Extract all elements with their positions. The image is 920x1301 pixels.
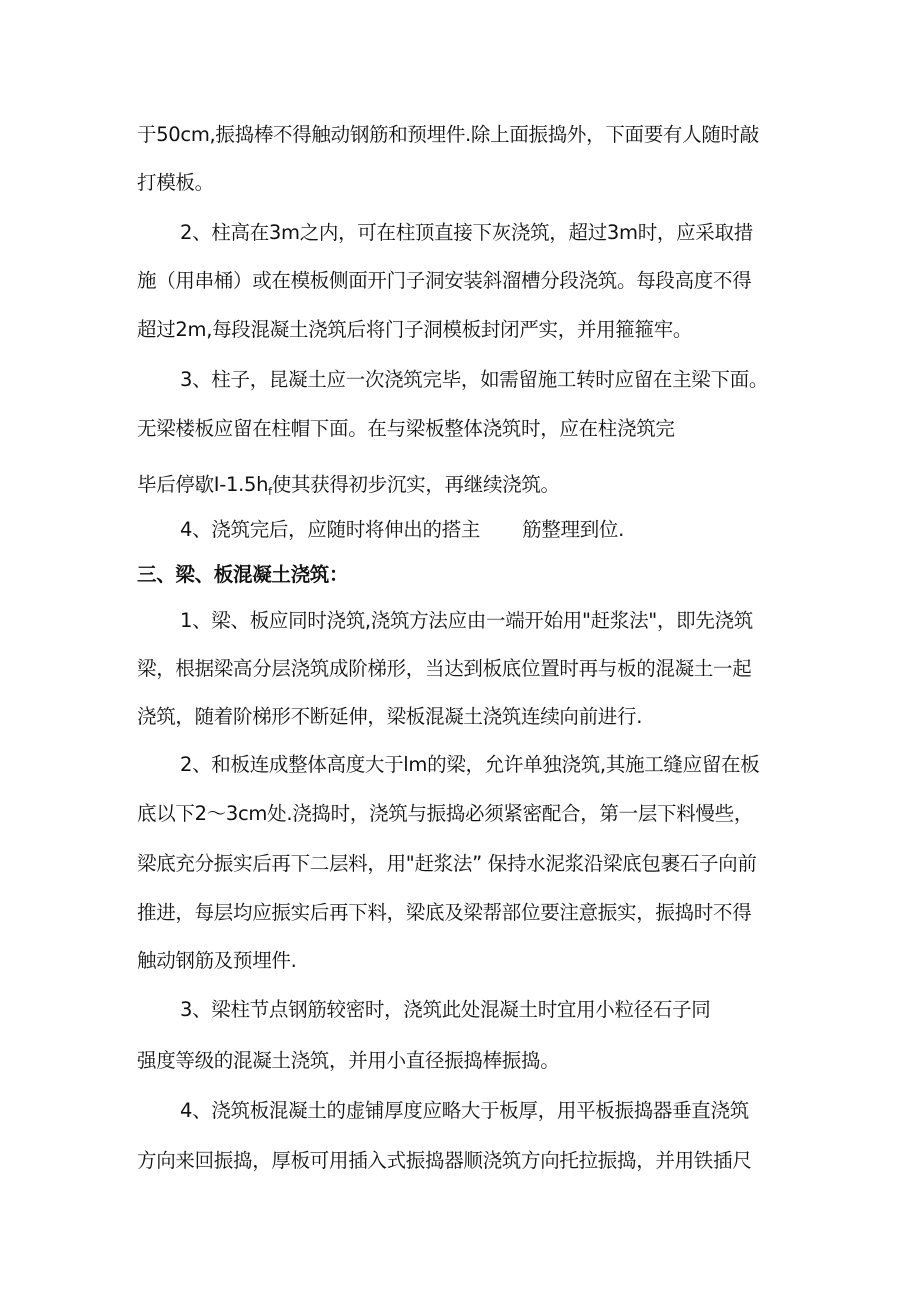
paragraph-line: 推进，每层均应振实后再下料，梁底及梁帮部位要注意振实，振捣时不得 — [137, 901, 752, 924]
paragraph-line — [180, 517, 624, 543]
paragraph-line: 浇筑，随着阶梯形不断延伸，梁板混凝土浇筑连续向前进行. — [137, 705, 643, 728]
paragraph-line: 无梁楼板应留在柱帽下面。在与梁板整体浇筑时，应在柱浇筑完 — [137, 417, 675, 440]
paragraph-line: 1、梁、板应同时浇筑,浇筑方法应由一端开始用"赶浆法"，即先浇筑 — [180, 609, 753, 632]
line-text: 使其获得初步沉实，再继续浇筑。 — [271, 473, 560, 496]
paragraph-line: 强度等级的混凝土浇筑，并用小直径振捣棒振捣。 — [137, 1049, 560, 1072]
paragraph-line: 超过2m,每段混凝土浇筑后将门子洞模板封闭严实，并用箍箍牢。 — [137, 318, 693, 341]
paragraph-line: 施（用串桶）或在模板侧面开门子洞安装斜溜槽分段浇筑。每段高度不得 — [137, 269, 752, 292]
paragraph-line: 触动钢筋及预埋件. — [137, 949, 297, 972]
paragraph-line: 2、和板连成整体高度大于lm的梁，允许单独浇筑,其施工缝应留在板 — [180, 753, 760, 776]
paragraph-line: 3、梁柱节点钢筋较密时，浇筑此处混凝土时宜用小粒径石子同 — [180, 998, 711, 1021]
line-text: 毕后停歇I-1.5h — [137, 473, 269, 496]
line-text: 筋整理到位. — [522, 518, 625, 541]
paragraph-line: 3、柱子，昆凝土应一次浇筑完毕，如需留施工转时应留在主梁下面。 — [180, 368, 769, 391]
line-text: 4、浇筑完后，应随时将伸出的搭主 — [180, 518, 481, 541]
paragraph-line: 梁底充分振实后再下二层料，用"赶浆法” 保持水泥浆沿梁底包裹石子向前 — [137, 852, 757, 875]
paragraph-line: 4、浇筑板混凝土的虚铺厚度应略大于板厚，用平板振捣器垂直浇筑 — [180, 1099, 749, 1122]
paragraph-line: 底以下2～3cm处.浇捣时，浇筑与振捣必须紧密配合，第一层下料慢些， — [137, 802, 754, 825]
section-heading: 三、梁、板混凝土浇筑： — [137, 563, 349, 586]
subscript-text: f — [268, 485, 272, 498]
paragraph-line — [137, 472, 560, 505]
paragraph-line: 梁，根据梁高分层浇筑成阶梯形，当达到板底位置时再与板的混凝土一起 — [137, 657, 752, 680]
paragraph-line: 于50cm,振捣棒不得触动钢筋和预埋件.除上面振捣外，下面要有人随时敲 — [137, 123, 759, 146]
paragraph-line: 2、柱高在3m之内，可在柱顶直接下灰浇筑，超过3m时，应采取措 — [180, 221, 753, 244]
paragraph-line: 打模板。 — [137, 171, 214, 194]
paragraph-line: 方向来回振捣，厚板可用插入式振捣器顺浇筑方向托拉振捣，并用铁插尺 — [137, 1149, 752, 1172]
